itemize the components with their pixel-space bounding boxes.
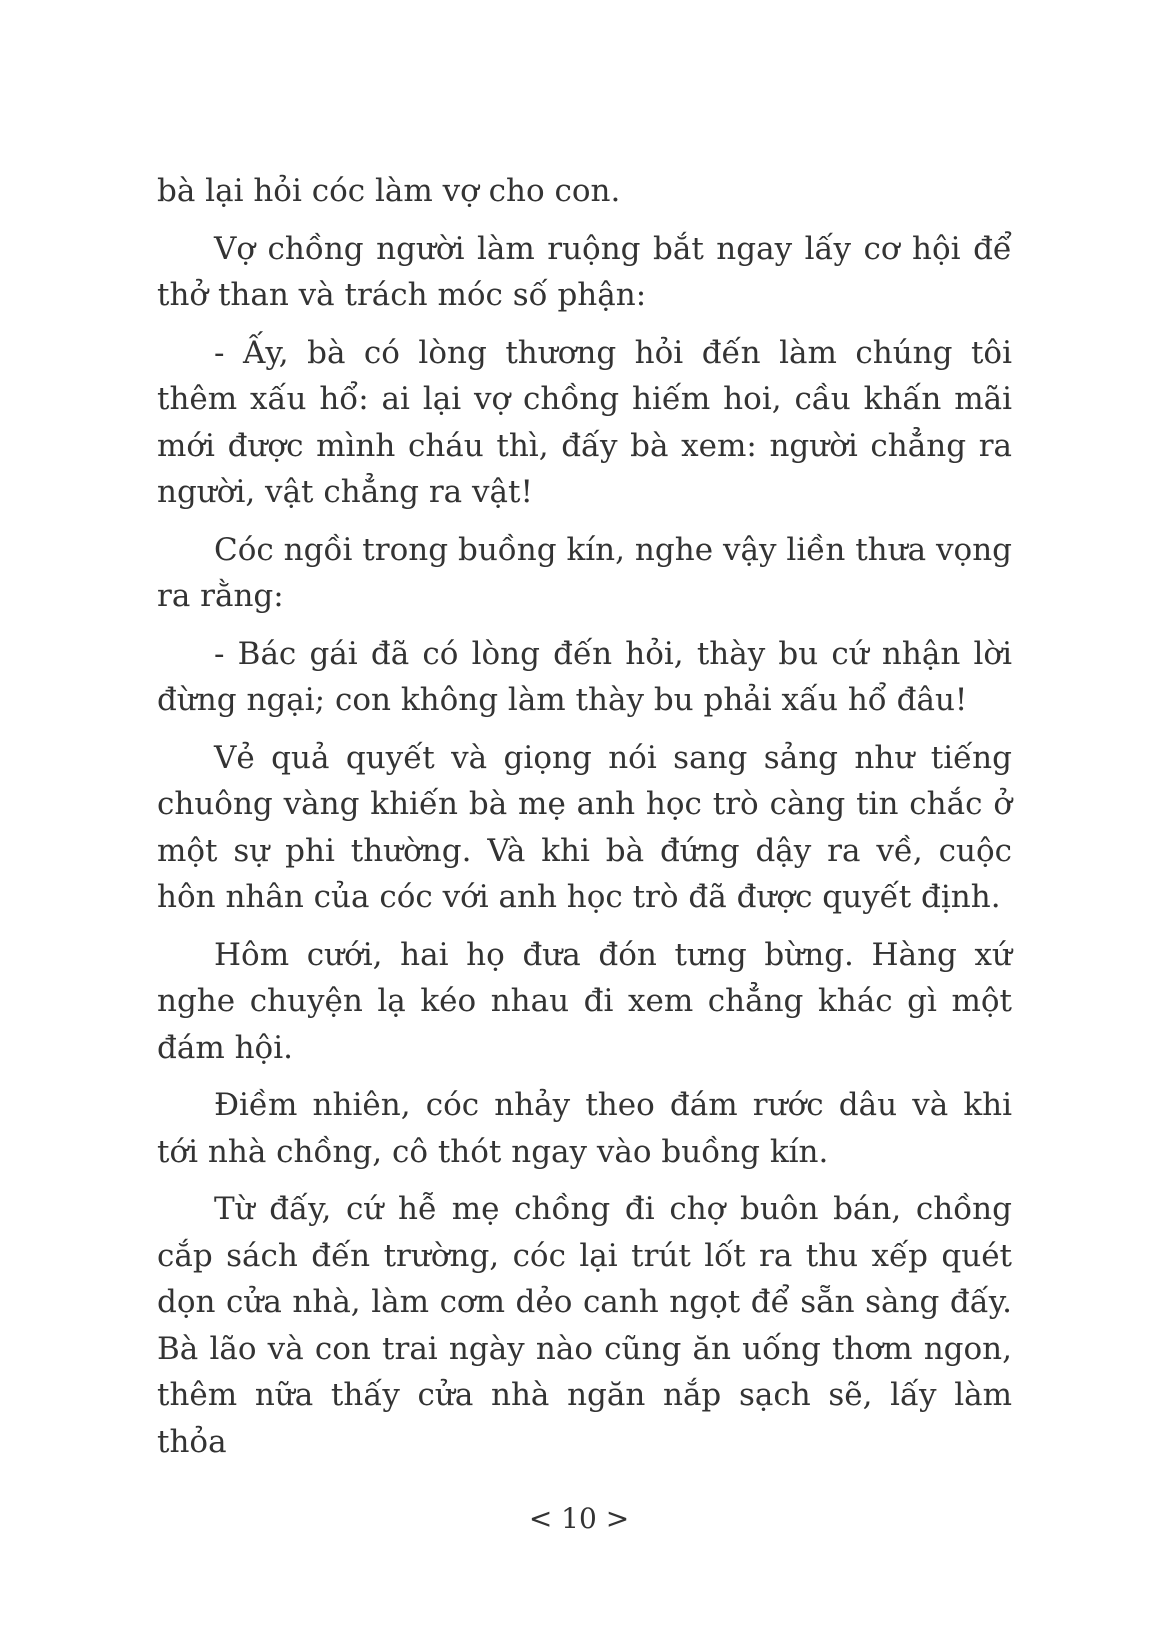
paragraph: Vợ chồng người làm ruộng bắt ngay lấy cơ hội để thở than và trách móc số phận:	[157, 230, 1012, 313]
paragraph: bà lại hỏi cóc làm vợ cho con.	[157, 173, 621, 209]
paragraph: Điềm nhiên, cóc nhảy theo đám rước dâu và khi tới nhà chồng, cô thót ngay vào buồng kín.	[157, 1087, 1012, 1170]
paragraph: Từ đấy, cứ hễ mẹ chồng đi chợ buôn bán, chồng cắp sách đến trường, cóc lại trút lốt ra thu xếp quét dọn cửa nhà, làm cơm dẻo canh ngọt để sẵn sàng đấy. Bà lão và con trai ngày nào cũng ăn uống thơm ngon, thêm nữa thấy cửa nhà ngăn nắp sạch sẽ, lấy làm thỏa	[157, 1191, 1012, 1460]
page-number: < 10 >	[528, 1502, 630, 1535]
paragraph: - Bác gái đã có lòng đến hỏi, thày bu cứ nhận lời đừng ngại; con không làm thày bu phải xấu hổ đâu!	[157, 635, 1012, 718]
paragraph: Cóc ngồi trong buồng kín, nghe vậy liền thưa vọng ra rằng:	[157, 531, 1012, 614]
paragraph: Vẻ quả quyết và giọng nói sang sảng như tiếng chuông vàng khiến bà mẹ anh học trò càng tin chắc ở một sự phi thường. Và khi bà đứng dậy ra về, cuộc hôn nhân của cóc với anh học trò đã được quyết định.	[157, 739, 1012, 915]
paragraph: - Ấy, bà có lòng thương hỏi đến làm chúng tôi thêm xấu hổ: ai lại vợ chồng hiếm hoi, cầu khấn mãi mới được mình cháu thì, đấy bà xem: người chẳng ra người, vật chẳng ra vật!	[157, 334, 1012, 510]
body-text	[157, 168, 1012, 1465]
paragraph: Hôm cưới, hai họ đưa đón tưng bừng. Hàng xứ nghe chuyện lạ kéo nhau đi xem chẳng khác gì một đám hội.	[157, 936, 1012, 1066]
